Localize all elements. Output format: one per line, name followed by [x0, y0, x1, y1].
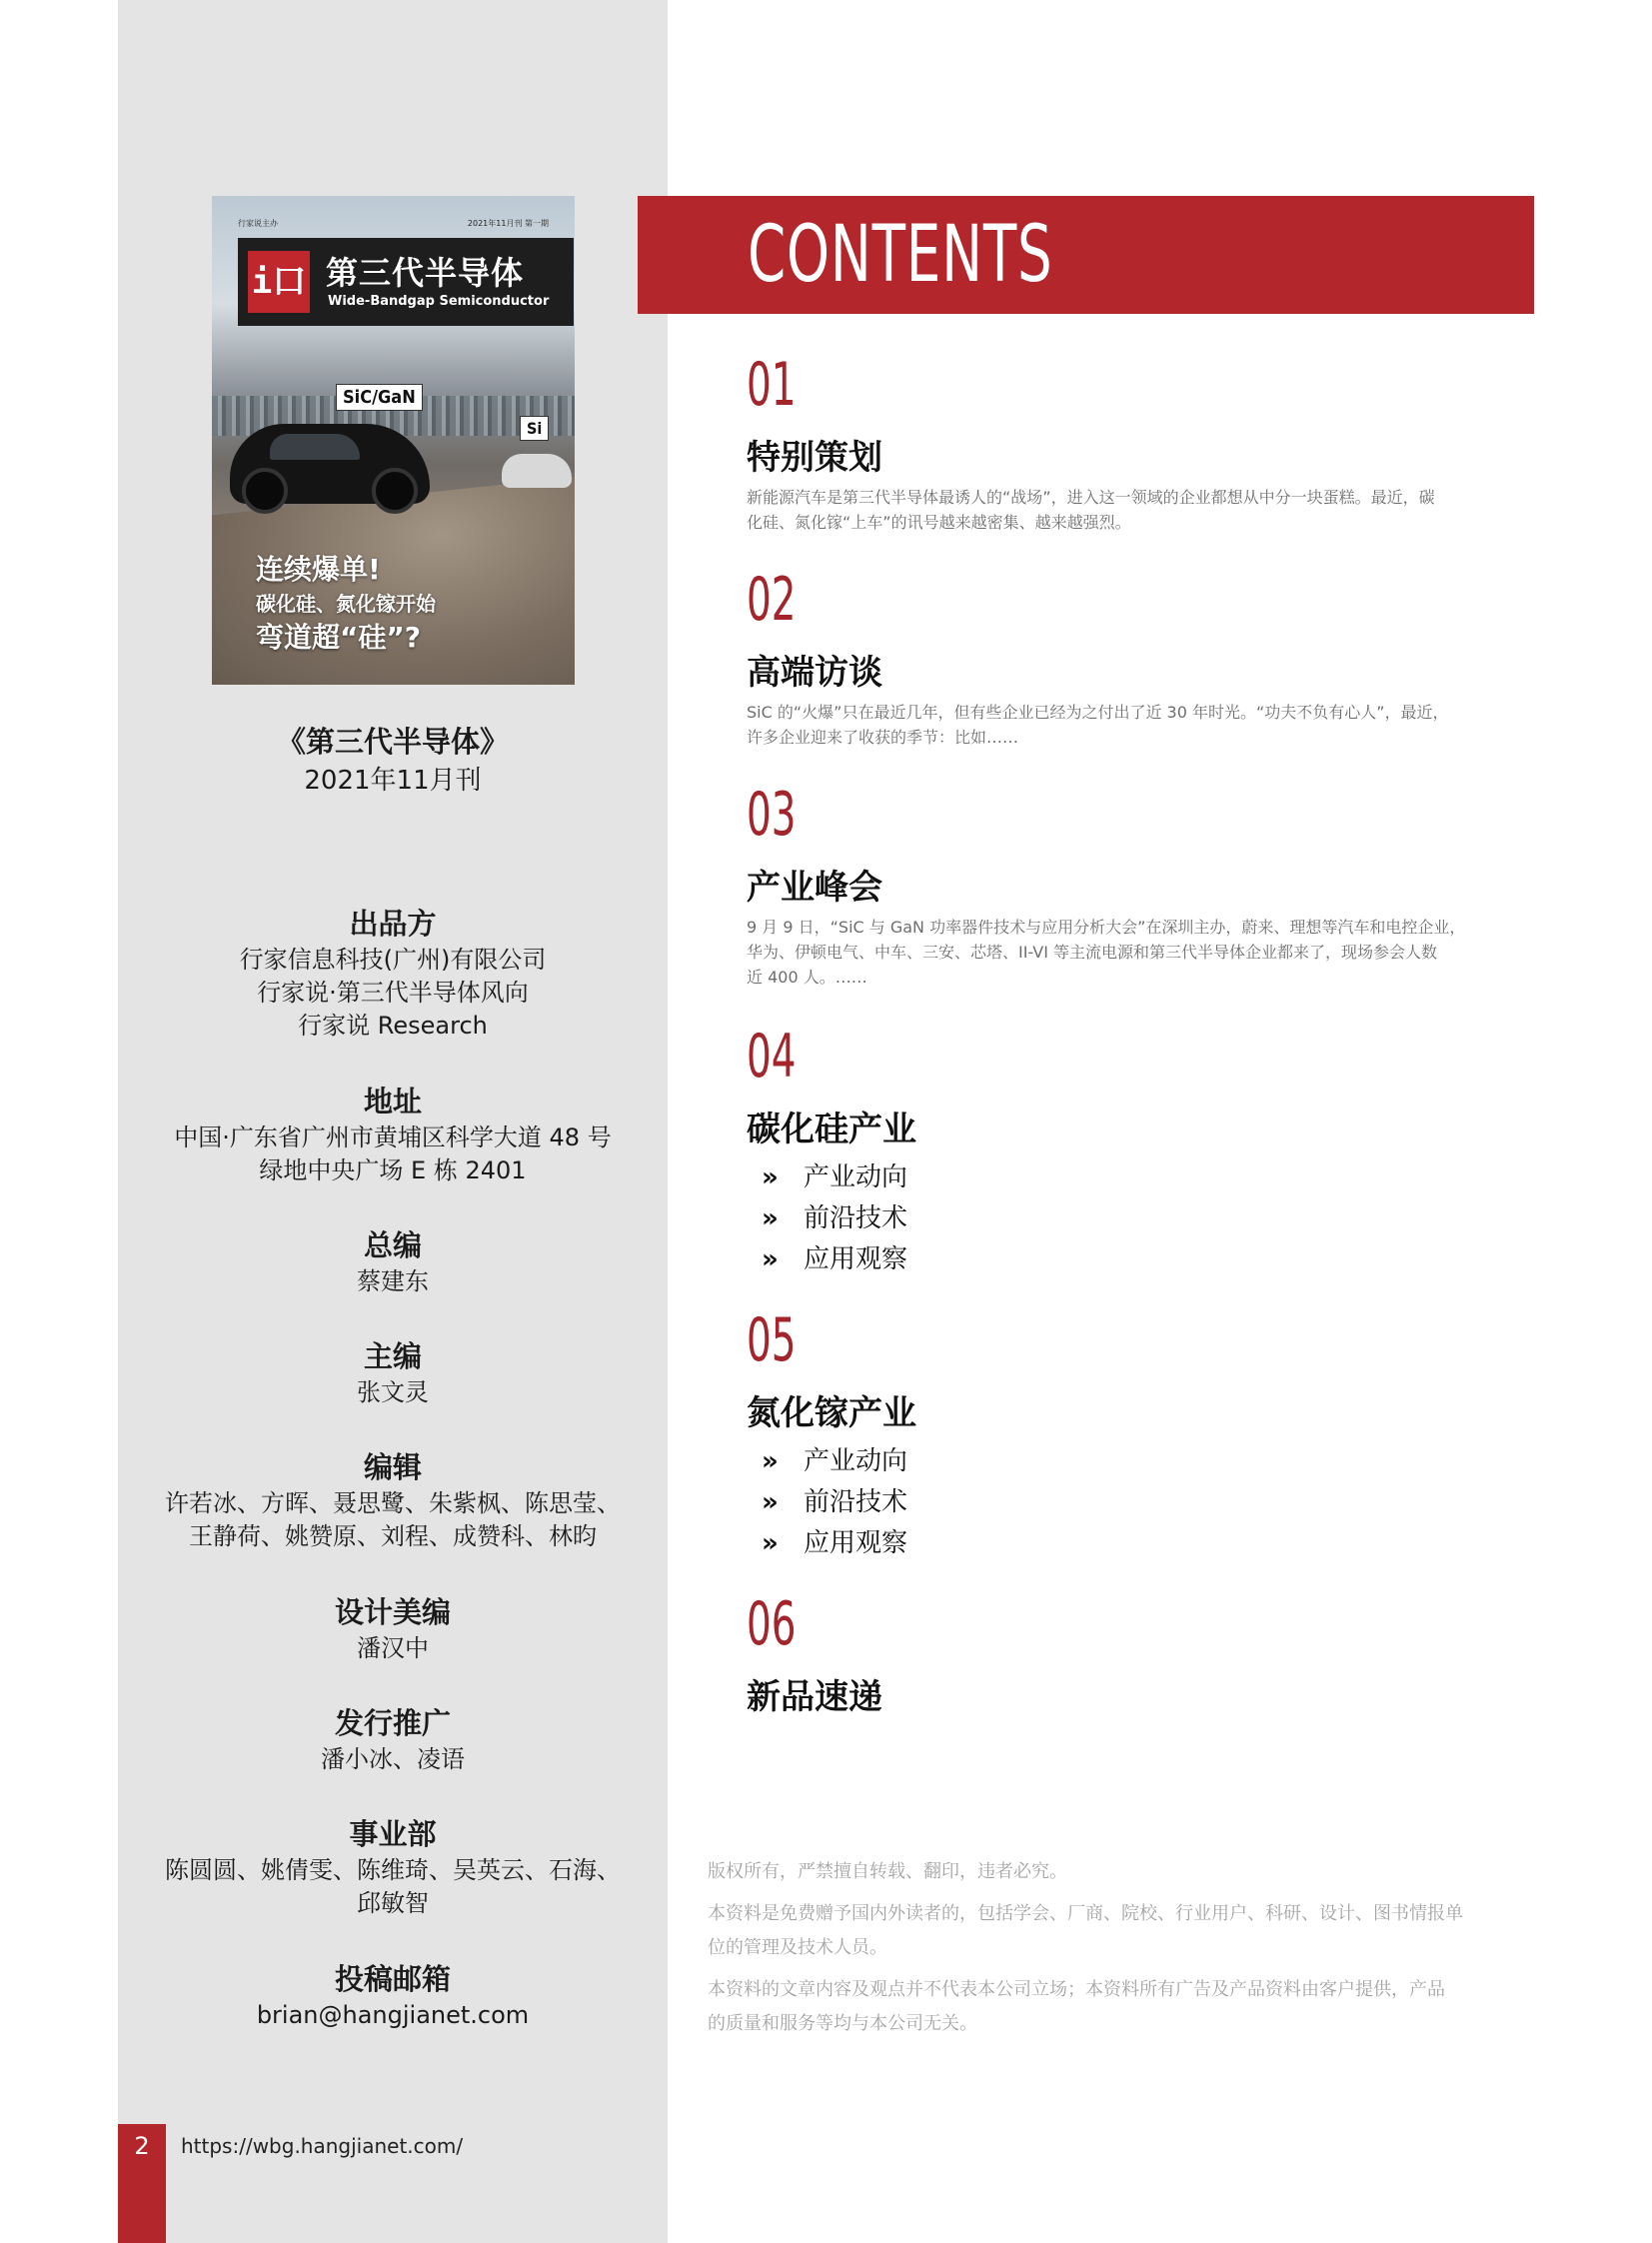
- cover-tag-si: Si: [520, 416, 549, 441]
- section-number: 02: [747, 565, 797, 635]
- credit-designer: [118, 1592, 668, 1665]
- desc-line: 化硅、氮化镓“上车”的讯号越来越密集、越来越强烈。: [747, 513, 1131, 532]
- magazine-cover-image: [212, 196, 575, 685]
- page-number: 2: [134, 2132, 150, 2160]
- credit-label: 设计美编: [334, 1595, 451, 1629]
- email-link[interactable]: brian@hangjianet.com: [256, 2001, 530, 2029]
- section-title[interactable]: 氮化镓产业: [747, 1393, 916, 1433]
- chevron-double-right-icon: »: [762, 1528, 779, 1558]
- copyright-notice: [708, 1855, 1507, 2041]
- subsection-label: 产业动向: [804, 1162, 908, 1192]
- legal-line: 版权所有，严禁擅自转载、翻印，违者必究。: [708, 1861, 1067, 1882]
- credit-value: 潘小冰、凌语: [321, 1745, 465, 1773]
- subsection-label: 应用观察: [804, 1244, 908, 1274]
- credit-label: 发行推广: [334, 1706, 451, 1740]
- section-description: [747, 485, 1481, 535]
- cover-headline-1: 连续爆单!: [256, 553, 381, 586]
- subsection-label: 产业动向: [804, 1446, 908, 1476]
- car-wheel-front: [242, 468, 288, 514]
- subsection-item[interactable]: [762, 1197, 907, 1234]
- credit-label: 主编: [363, 1339, 422, 1373]
- subsection-label: 应用观察: [804, 1528, 908, 1558]
- desc-line: 新能源汽车是第三代半导体最诱人的“战场”，进入这一领域的企业都想从中分一块蛋糕。最近，碳: [747, 488, 1435, 507]
- section-number: 06: [747, 1589, 797, 1659]
- section-number: 01: [747, 350, 797, 420]
- chevron-double-right-icon: »: [762, 1487, 779, 1517]
- credit-value: 行家信息科技(广州)有限公司: [239, 946, 547, 974]
- credit-label: 地址: [363, 1085, 422, 1119]
- credit-address: [118, 1082, 668, 1187]
- website-link[interactable]: https://wbg.hangjianet.com/: [181, 2134, 464, 2158]
- chevron-double-right-icon: »: [762, 1162, 779, 1192]
- credit-label: 总编: [363, 1228, 422, 1262]
- credit-value: 王静荷、姚赞原、刘程、成赞科、林昀: [189, 1522, 597, 1550]
- subsection-item[interactable]: [762, 1238, 907, 1275]
- contents-title: CONTENTS: [748, 210, 1053, 300]
- credit-producer: [118, 904, 668, 1043]
- subsection-item[interactable]: [762, 1522, 907, 1559]
- credit-label: 投稿邮箱: [334, 1962, 451, 1996]
- section-number: 03: [747, 780, 797, 850]
- credit-value: 中国·广东省广州市黄埔区科学大道 48 号: [174, 1123, 612, 1151]
- subsection-label: 前沿技术: [804, 1487, 908, 1517]
- desc-line: SiC 的“火爆”只在最近几年，但有些企业已经为之付出了近 30 年时光。“功夫不负有心人”，最近，: [747, 703, 1449, 722]
- section-title[interactable]: 新品速递: [747, 1677, 882, 1717]
- subsection-item[interactable]: [762, 1156, 907, 1193]
- section-description: [747, 700, 1481, 750]
- cover-title: 第三代半导体: [326, 254, 525, 292]
- chevron-double-right-icon: »: [762, 1446, 779, 1476]
- credit-value: 陈圆圆、姚倩雯、陈维琦、吴英云、石海、: [165, 1856, 621, 1884]
- issue-title: 《第三代半导体》: [276, 725, 509, 759]
- cover-subtitle: Wide-Bandgap Semiconductor: [328, 294, 550, 309]
- subsection-item[interactable]: [762, 1481, 907, 1518]
- legal-line: 本资料的文章内容及观点并不代表本公司立场；本资料所有广告及产品资料由客户提供，产品: [708, 1979, 1445, 2000]
- credit-value: 绿地中央广场 E 栋 2401: [259, 1156, 527, 1184]
- legal-line: 位的管理及技术人员。: [708, 1937, 887, 1958]
- chevron-double-right-icon: »: [762, 1244, 779, 1274]
- credit-chief-editor: [118, 1225, 668, 1298]
- desc-line: 9 月 9 日，“SiC 与 GaN 功率器件技术与应用分析大会”在深圳主办，蔚来、理想等汽车和电控企业，: [747, 918, 1466, 937]
- cover-headline-2: 碳化硅、氮化镓开始: [256, 592, 436, 616]
- credit-editors: [118, 1447, 668, 1553]
- credit-value: 行家说·第三代半导体风向: [257, 979, 529, 1007]
- cover-banner: [238, 238, 574, 326]
- chevron-double-right-icon: »: [762, 1203, 779, 1233]
- section-description: [747, 915, 1481, 990]
- cover-headline-3: 弯道超“硅”?: [256, 621, 422, 654]
- section-title[interactable]: 产业峰会: [747, 868, 882, 908]
- subsection-item[interactable]: [762, 1440, 907, 1477]
- car-wheel-rear: [372, 468, 418, 514]
- legal-line: 的质量和服务等均与本公司无关。: [708, 2013, 977, 2034]
- credit-value: 行家说 Research: [298, 1012, 488, 1040]
- desc-line: 近 400 人。……: [747, 968, 867, 987]
- cover-tag-sicgan: SiC/GaN: [336, 384, 423, 411]
- credit-value: 许若冰、方晖、聂思鹭、朱紫枫、陈思莹、: [165, 1489, 621, 1517]
- credit-submission-email: [118, 1959, 668, 2032]
- section-title[interactable]: 碳化硅产业: [747, 1110, 916, 1149]
- credit-label: 编辑: [363, 1450, 422, 1484]
- desc-line: 华为、伊顿电气、中车、三安、芯塔、II-VI 等主流电源和第三代半导体企业都来了，现场参会人数: [747, 943, 1438, 962]
- credit-editor-in-charge: [118, 1336, 668, 1409]
- credit-label: 出品方: [349, 907, 437, 941]
- credit-distribution: [118, 1703, 668, 1776]
- desc-line: 许多企业迎来了收获的季节：比如……: [747, 728, 1019, 747]
- section-title[interactable]: 特别策划: [747, 438, 882, 478]
- section-number: 04: [747, 1022, 797, 1092]
- credit-value: 邱敏智: [357, 1889, 429, 1917]
- credit-label: 事业部: [349, 1817, 437, 1851]
- credit-value: 潘汉中: [357, 1634, 429, 1662]
- credit-value: 张文灵: [357, 1378, 429, 1406]
- cover-logo: i口: [248, 251, 310, 313]
- section-title[interactable]: 高端访谈: [747, 653, 882, 693]
- cover-issue: 2021年11月刊 第一期: [467, 219, 549, 228]
- issue-date: 2021年11月刊: [304, 766, 482, 796]
- legal-line: 本资料是免费赠予国内外读者的，包括学会、厂商、院校、行业用户、科研、设计、图书情报单: [708, 1903, 1463, 1924]
- section-number: 05: [747, 1305, 797, 1375]
- subsection-label: 前沿技术: [804, 1203, 908, 1233]
- cover-white-car: [502, 454, 572, 488]
- cover-black-car: [230, 424, 430, 504]
- credit-business-dept: [118, 1814, 668, 1920]
- credit-value: 蔡建东: [357, 1267, 429, 1295]
- cover-publisher: 行家说主办: [238, 219, 278, 228]
